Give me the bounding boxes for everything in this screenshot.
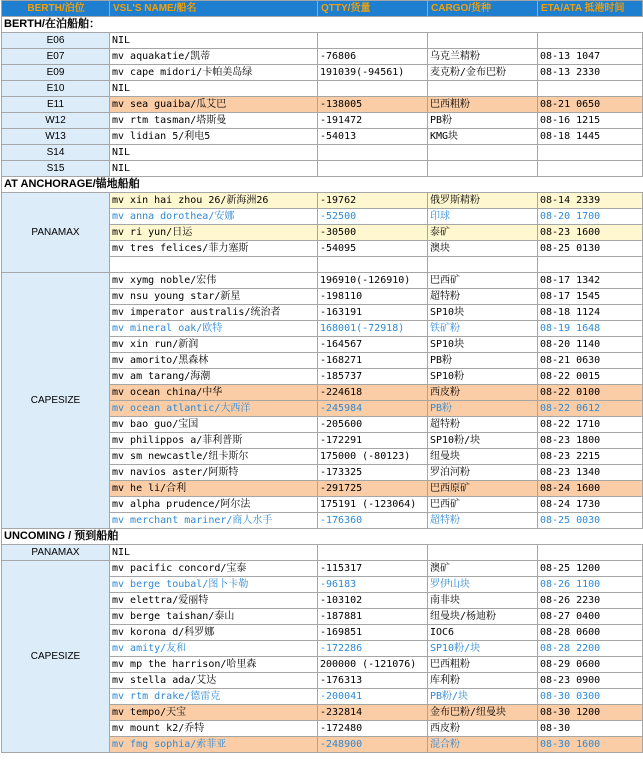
cargo-cell: PB粉	[428, 353, 538, 369]
qtty-cell: -30500	[318, 225, 428, 241]
qtty-cell: -200041	[318, 689, 428, 705]
qtty-cell: -176313	[318, 673, 428, 689]
panamax-group-label: PANAMAX	[2, 193, 110, 273]
vessel-name-cell: mv xin run/新润	[110, 337, 318, 353]
panamax-group-label: PANAMAX	[2, 545, 110, 561]
anchorage-section-header-title: AT ANCHORAGE/锚地船舶	[2, 177, 643, 193]
vessel-row	[2, 97, 643, 113]
cargo-cell: 澳块	[428, 241, 538, 257]
vessel-name-cell: mv bao guo/宝国	[110, 417, 318, 433]
vessel-row	[2, 561, 643, 577]
cargo-cell: 巴西原矿	[428, 481, 538, 497]
eta-cell: 08-21 0650	[538, 97, 643, 113]
vessel-name-cell: mv aquakatie/凯蒂	[110, 49, 318, 65]
qtty-cell: 175000 (-80123)	[318, 449, 428, 465]
header-vessel-name: VSL'S NAME/船名	[110, 1, 318, 17]
cargo-cell: SP10粉	[428, 369, 538, 385]
qtty-cell: 200000 (-121076)	[318, 657, 428, 673]
qtty-cell: 168001(-72918)	[318, 321, 428, 337]
cargo-cell: 罗伊山块	[428, 577, 538, 593]
eta-cell: 08-25 0030	[538, 513, 643, 529]
vessel-name-cell: NIL	[110, 545, 318, 561]
vessel-name-cell: mv amorito/黑森林	[110, 353, 318, 369]
qtty-cell: -291725	[318, 481, 428, 497]
eta-cell: 08-13 1047	[538, 49, 643, 65]
eta-cell: 08-22 0015	[538, 369, 643, 385]
cargo-cell: 南非块	[428, 593, 538, 609]
cargo-cell: 印球	[428, 209, 538, 225]
vessel-name-cell: NIL	[110, 33, 318, 49]
qtty-cell	[318, 33, 428, 49]
vessel-name-cell: mv ocean atlantic/大西洋	[110, 401, 318, 417]
vessel-name-cell: NIL	[110, 161, 318, 177]
eta-cell: 08-16 1215	[538, 113, 643, 129]
vessel-name-cell: mv anna dorothea/安娜	[110, 209, 318, 225]
berth-section-header	[2, 17, 643, 33]
cargo-cell: PB粉/块	[428, 689, 538, 705]
vessel-name-cell: mv he li/合利	[110, 481, 318, 497]
vessel-name-cell: NIL	[110, 81, 318, 97]
qtty-cell: -168271	[318, 353, 428, 369]
eta-cell	[538, 81, 643, 97]
cargo-cell: 乌克兰精粉	[428, 49, 538, 65]
vessel-name-cell: mv rtm drake/德雷克	[110, 689, 318, 705]
cargo-cell: SP10块	[428, 305, 538, 321]
eta-cell: 08-13 2330	[538, 65, 643, 81]
eta-cell: 08-29 0600	[538, 657, 643, 673]
qtty-cell: -187881	[318, 609, 428, 625]
eta-cell	[538, 257, 643, 273]
qtty-cell: -173325	[318, 465, 428, 481]
vessel-name-cell: mv mp the harrison/哈里森	[110, 657, 318, 673]
qtty-cell: -164567	[318, 337, 428, 353]
cargo-cell: 超特粉	[428, 513, 538, 529]
vessel-row	[2, 81, 643, 97]
cargo-cell: 巴西粗粉	[428, 657, 538, 673]
eta-cell: 08-30 1200	[538, 705, 643, 721]
berth-cell: W12	[2, 113, 110, 129]
qtty-cell: -115317	[318, 561, 428, 577]
vessel-name-cell: mv fmg sophia/索菲亚	[110, 737, 318, 753]
berth-section-header-title: BERTH/在泊船舶：	[2, 17, 643, 33]
vessel-name-cell: mv nsu young star/新星	[110, 289, 318, 305]
qtty-cell: -176360	[318, 513, 428, 529]
qtty-cell: -76806	[318, 49, 428, 65]
vessel-name-cell: mv sm newcastle/纽卡斯尔	[110, 449, 318, 465]
qtty-cell	[318, 545, 428, 561]
eta-cell: 08-18 1124	[538, 305, 643, 321]
vessel-name-cell: mv mount k2/乔特	[110, 721, 318, 737]
cargo-cell: 超特粉	[428, 417, 538, 433]
vessel-name-cell: mv ri yun/日运	[110, 225, 318, 241]
vessel-name-cell: mv alpha prudence/阿尔法	[110, 497, 318, 513]
eta-cell: 08-20 1140	[538, 337, 643, 353]
berth-cell: S14	[2, 145, 110, 161]
qtty-cell: -172480	[318, 721, 428, 737]
qtty-cell: -138005	[318, 97, 428, 113]
vessel-name-cell: NIL	[110, 145, 318, 161]
cargo-cell: 澳矿	[428, 561, 538, 577]
vessel-name-cell: mv sea guaiba/瓜艾巴	[110, 97, 318, 113]
cargo-cell: 巴西矿	[428, 273, 538, 289]
cargo-cell: KMG块	[428, 129, 538, 145]
eta-cell: 08-28 0600	[538, 625, 643, 641]
berth-cell: E11	[2, 97, 110, 113]
berth-cell: E07	[2, 49, 110, 65]
vessel-name-cell: mv am tarang/海潮	[110, 369, 318, 385]
vessel-name-cell: mv pacific concord/宝泰	[110, 561, 318, 577]
vessel-name-cell: mv tres felices/菲力塞斯	[110, 241, 318, 257]
eta-cell	[538, 33, 643, 49]
vessel-name-cell: mv berge toubal/图卜卡勒	[110, 577, 318, 593]
vessel-name-cell: mv stella ada/艾达	[110, 673, 318, 689]
cargo-cell: 西皮粉	[428, 721, 538, 737]
cargo-cell: 库利粉	[428, 673, 538, 689]
berth-cell: E09	[2, 65, 110, 81]
vessel-name-cell: mv lidian 5/利电5	[110, 129, 318, 145]
vessel-name-cell: mv amity/友和	[110, 641, 318, 657]
vessel-name-cell: mv xin hai zhou 26/新海洲26	[110, 193, 318, 209]
qtty-cell: -54013	[318, 129, 428, 145]
qtty-cell: -232814	[318, 705, 428, 721]
eta-cell: 08-22 1710	[538, 417, 643, 433]
vessel-row	[2, 33, 643, 49]
qtty-cell: -198110	[318, 289, 428, 305]
berth-cell: S15	[2, 161, 110, 177]
eta-cell: 08-23 2215	[538, 449, 643, 465]
qtty-cell	[318, 145, 428, 161]
eta-cell: 08-25 0130	[538, 241, 643, 257]
eta-cell: 08-22 0100	[538, 385, 643, 401]
capesize-group-label: CAPESIZE	[2, 273, 110, 529]
vessel-name-cell: mv xymg noble/宏伟	[110, 273, 318, 289]
berth-cell: E06	[2, 33, 110, 49]
eta-cell: 08-30	[538, 721, 643, 737]
eta-cell: 08-24 1730	[538, 497, 643, 513]
eta-cell: 08-19 1648	[538, 321, 643, 337]
eta-cell: 08-28 2200	[538, 641, 643, 657]
cargo-cell: 麦克粉/金布巴粉	[428, 65, 538, 81]
upcoming-section-header-title: UNCOMING / 预到船舶	[2, 529, 643, 545]
eta-cell: 08-17 1545	[538, 289, 643, 305]
qtty-cell: -172291	[318, 433, 428, 449]
cargo-cell	[428, 33, 538, 49]
upcoming-section-header	[2, 529, 643, 545]
cargo-cell: 铁矿粉	[428, 321, 538, 337]
capesize-group-label: CAPESIZE	[2, 561, 110, 753]
vessel-name-cell: mv ocean china/中华	[110, 385, 318, 401]
vessel-name-cell: mv tempo/天宝	[110, 705, 318, 721]
qtty-cell: -245984	[318, 401, 428, 417]
cargo-cell: PB粉	[428, 401, 538, 417]
header-row	[2, 1, 643, 17]
eta-cell: 08-21 0630	[538, 353, 643, 369]
qtty-cell: -52500	[318, 209, 428, 225]
cargo-cell: 纽曼块/杨迪粉	[428, 609, 538, 625]
cargo-cell: 混合粉	[428, 737, 538, 753]
qtty-cell	[318, 257, 428, 273]
cargo-cell	[428, 81, 538, 97]
qtty-cell: -163191	[318, 305, 428, 321]
eta-cell: 08-18 1445	[538, 129, 643, 145]
eta-cell: 08-23 0900	[538, 673, 643, 689]
cargo-cell: 俄罗斯精粉	[428, 193, 538, 209]
cargo-cell: 巴西粗粉	[428, 97, 538, 113]
cargo-cell: 超特粉	[428, 289, 538, 305]
qtty-cell: -172286	[318, 641, 428, 657]
vessel-name-cell: mv imperator australis/统治者	[110, 305, 318, 321]
qtty-cell: 175191 (-123064)	[318, 497, 428, 513]
cargo-cell: IOC6	[428, 625, 538, 641]
cargo-cell: 巴西矿	[428, 497, 538, 513]
vessel-name-cell: mv navios aster/阿斯特	[110, 465, 318, 481]
eta-cell: 08-26 1100	[538, 577, 643, 593]
eta-cell: 08-22 0612	[538, 401, 643, 417]
eta-cell	[538, 161, 643, 177]
eta-cell: 08-30 0300	[538, 689, 643, 705]
cargo-cell	[428, 545, 538, 561]
qtty-cell: -205600	[318, 417, 428, 433]
anchorage-section-header	[2, 177, 643, 193]
qtty-cell: -224618	[318, 385, 428, 401]
vessel-row	[2, 113, 643, 129]
cargo-cell: SP10粉/块	[428, 433, 538, 449]
qtty-cell: -96183	[318, 577, 428, 593]
eta-cell: 08-24 1600	[538, 481, 643, 497]
berth-cell: E10	[2, 81, 110, 97]
header-qtty: QTTY/货量	[318, 1, 428, 17]
qtty-cell: 191039(-94561)	[318, 65, 428, 81]
cargo-cell: 泰矿	[428, 225, 538, 241]
vessel-row	[2, 545, 643, 561]
header-eta: ETA/ATA 抵港时间	[538, 1, 643, 17]
cargo-cell: SP10粉/块	[428, 641, 538, 657]
eta-cell: 08-25 1200	[538, 561, 643, 577]
cargo-cell: SP10块	[428, 337, 538, 353]
cargo-cell: 纽曼块	[428, 449, 538, 465]
qtty-cell: 196910(-126910)	[318, 273, 428, 289]
vessel-row	[2, 65, 643, 81]
eta-cell: 08-23 1600	[538, 225, 643, 241]
qtty-cell: -103102	[318, 593, 428, 609]
eta-cell: 08-23 1800	[538, 433, 643, 449]
eta-cell: 08-17 1342	[538, 273, 643, 289]
eta-cell	[538, 145, 643, 161]
vessel-row	[2, 193, 643, 209]
qtty-cell: -248900	[318, 737, 428, 753]
cargo-cell	[428, 257, 538, 273]
vessel-row	[2, 145, 643, 161]
cargo-cell: 金布巴粉/纽曼块	[428, 705, 538, 721]
eta-cell: 08-27 0400	[538, 609, 643, 625]
vessel-row	[2, 161, 643, 177]
cargo-cell	[428, 161, 538, 177]
vessel-row	[2, 273, 643, 289]
eta-cell: 08-30 1600	[538, 737, 643, 753]
qtty-cell: -185737	[318, 369, 428, 385]
qtty-cell: -169851	[318, 625, 428, 641]
berth-cell: W13	[2, 129, 110, 145]
vessel-name-cell	[110, 257, 318, 273]
cargo-cell: PB粉	[428, 113, 538, 129]
vessel-name-cell: mv rtm tasman/塔斯曼	[110, 113, 318, 129]
qtty-cell: -19762	[318, 193, 428, 209]
header-cargo: CARGO/货种	[428, 1, 538, 17]
vessel-name-cell: mv merchant mariner/商人水手	[110, 513, 318, 529]
vessel-name-cell: mv philippos a/菲利普斯	[110, 433, 318, 449]
vessel-name-cell: mv berge taishan/泰山	[110, 609, 318, 625]
vessel-row	[2, 49, 643, 65]
qtty-cell: -54095	[318, 241, 428, 257]
qtty-cell	[318, 161, 428, 177]
vessel-name-cell: mv elettra/爱丽特	[110, 593, 318, 609]
vessel-lineup-table	[1, 0, 643, 753]
qtty-cell	[318, 81, 428, 97]
cargo-cell: 罗泊河粉	[428, 465, 538, 481]
eta-cell: 08-20 1700	[538, 209, 643, 225]
vessel-name-cell: mv korona d/科罗娜	[110, 625, 318, 641]
eta-cell	[538, 545, 643, 561]
eta-cell: 08-14 2339	[538, 193, 643, 209]
cargo-cell	[428, 145, 538, 161]
vessel-name-cell: mv mineral oak/欧特	[110, 321, 318, 337]
qtty-cell: -191472	[318, 113, 428, 129]
eta-cell: 08-23 1340	[538, 465, 643, 481]
vessel-row	[2, 129, 643, 145]
cargo-cell: 西皮粉	[428, 385, 538, 401]
eta-cell: 08-26 2230	[538, 593, 643, 609]
header-berth: BERTH/泊位	[2, 1, 110, 17]
vessel-name-cell: mv cape midori/卡帕美岛绿	[110, 65, 318, 81]
